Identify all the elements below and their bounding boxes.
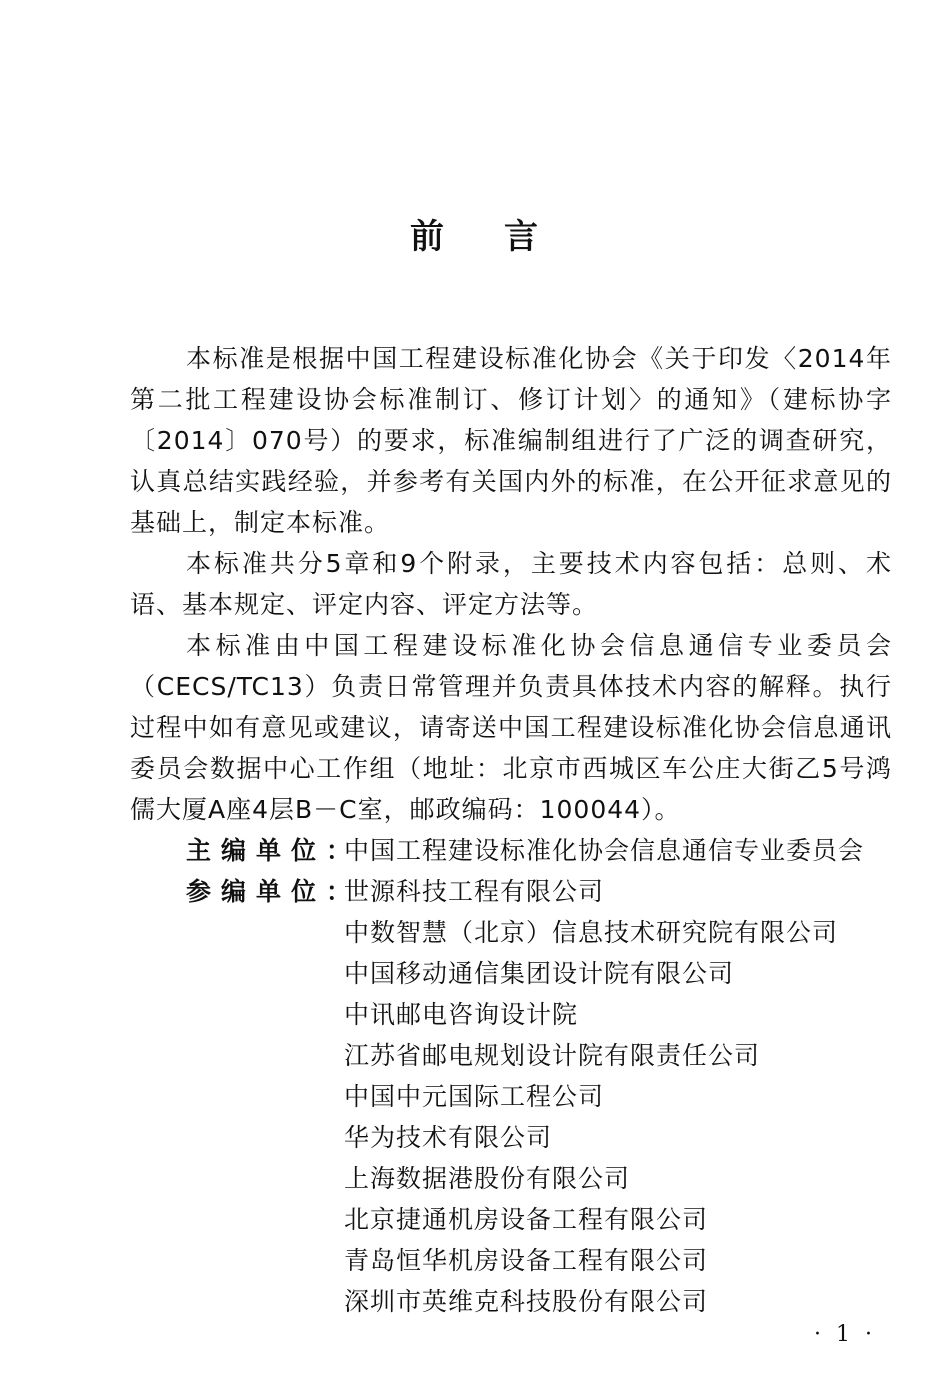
participating-unit-name: 上海数据港股份有限公司 xyxy=(344,1164,631,1193)
paragraph-origin: 本标准是根据中国工程建设标准化协会《关于印发〈2014年第二批工程建设协会标准制订、修订计划〉的通知》（建标协字〔2014〕070号）的要求，标准编制组进行了广泛的调查研究，认真总结实践经验，并参考有关国内外的标准，在公开征求意见的基础上，制定本标准。 xyxy=(130,344,892,537)
title-char-1: 前 xyxy=(410,217,446,257)
page-title xyxy=(0,212,950,262)
participating-unit-name: 中讯邮电咨询设计院 xyxy=(344,1000,579,1029)
preface-body xyxy=(130,338,892,1316)
participating-unit-name: 中数智慧（北京）信息技术研究院有限公司 xyxy=(344,918,839,947)
participating-unit-name: 青岛恒华机房设备工程有限公司 xyxy=(344,1246,709,1275)
page-number: · 1 · xyxy=(814,1322,876,1347)
participating-unit-name: 北京捷通机房设备工程有限公司 xyxy=(344,1205,709,1234)
paragraph-contents: 本标准共分5章和9个附录，主要技术内容包括：总则、术语、基本规定、评定内容、评定方法等。 xyxy=(130,549,892,619)
title-char-2: 言 xyxy=(504,217,540,257)
participating-unit-name: 江苏省邮电规划设计院有限责任公司 xyxy=(344,1041,761,1070)
participating-unit-name: 中国中元国际工程公司 xyxy=(344,1082,605,1111)
participating-unit-label: 参编单位： xyxy=(186,877,362,906)
participating-unit-name: 华为技术有限公司 xyxy=(344,1123,553,1152)
chief-unit-label: 主编单位： xyxy=(186,836,362,865)
chief-unit-name: 中国工程建设标准化协会信息通信专业委员会 xyxy=(344,836,865,865)
participating-unit-name: 中国移动通信集团设计院有限公司 xyxy=(344,959,735,988)
participating-unit-name: 深圳市英维克科技股份有限公司 xyxy=(344,1287,709,1316)
participating-unit-name: 世源科技工程有限公司 xyxy=(344,877,605,906)
paragraph-management: 本标准由中国工程建设标准化协会信息通信专业委员会（CECS/TC13）负责日常管理并负责具体技术内容的解释。执行过程中如有意见或建议，请寄送中国工程建设标准化协会信息通讯委员会数据中心工作组（地址：北京市西城区车公庄大街乙5号鸿儒大厦A座4层B－C室，邮政编码：100044）。 xyxy=(130,631,892,824)
